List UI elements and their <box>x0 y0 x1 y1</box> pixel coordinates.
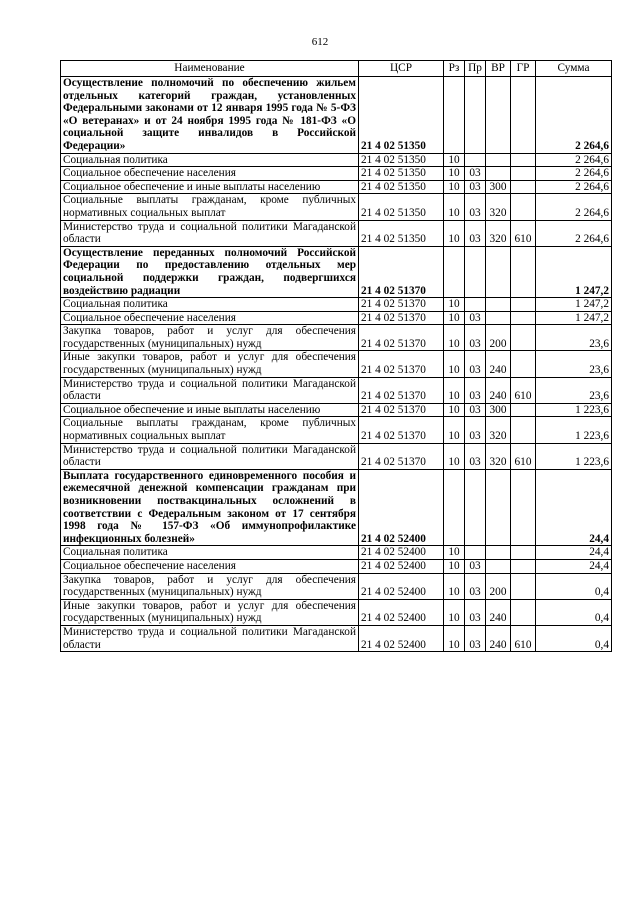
cell-rz <box>444 246 465 297</box>
cell-sum: 2 264,6 <box>536 194 612 220</box>
cell-rz: 10 <box>444 153 465 167</box>
cell-csr: 21 4 02 51370 <box>359 246 444 297</box>
cell-name: Социальные выплаты гражданам, кроме публичных нормативных социальных выплат <box>61 194 359 220</box>
page-number: 612 <box>311 36 329 48</box>
table-row <box>61 153 612 167</box>
table-row <box>61 469 612 546</box>
cell-pr: 03 <box>465 625 486 651</box>
cell-name: Социальные выплаты гражданам, кроме публичных нормативных социальных выплат <box>61 417 359 443</box>
cell-csr: 21 4 02 51370 <box>359 443 444 469</box>
cell-gr <box>511 599 536 625</box>
cell-gr <box>511 351 536 377</box>
cell-gr <box>511 153 536 167</box>
table-row <box>61 167 612 181</box>
header-sum: Сумма <box>536 61 612 77</box>
cell-rz: 10 <box>444 180 465 194</box>
table-row <box>61 625 612 651</box>
cell-pr <box>465 77 486 154</box>
cell-vr: 320 <box>486 220 511 246</box>
cell-gr: 610 <box>511 377 536 403</box>
cell-pr <box>465 153 486 167</box>
header-vr: ВР <box>486 61 511 77</box>
cell-vr: 240 <box>486 351 511 377</box>
table-row <box>61 298 612 312</box>
cell-rz: 10 <box>444 443 465 469</box>
cell-name: Социальное обеспечение населения <box>61 311 359 325</box>
cell-gr <box>511 546 536 560</box>
table-row <box>61 443 612 469</box>
cell-csr: 21 4 02 51350 <box>359 153 444 167</box>
cell-csr: 21 4 02 51350 <box>359 180 444 194</box>
cell-name: Выплата государственного единовременного пособия и ежемесячной денежной компенсации гражданам при возникновении поствакцинальных осложнений в соответствии с Федеральным законом от 17 сентября 1998 года № 157-ФЗ «Об иммунопрофилактике инфекционных болезней» <box>61 469 359 546</box>
cell-sum: 24,4 <box>536 559 612 573</box>
cell-csr: 21 4 02 51370 <box>359 351 444 377</box>
table-row <box>61 246 612 297</box>
cell-vr: 320 <box>486 194 511 220</box>
cell-gr: 610 <box>511 220 536 246</box>
cell-pr: 03 <box>465 599 486 625</box>
table-row <box>61 311 612 325</box>
cell-vr: 300 <box>486 403 511 417</box>
cell-name: Социальная политика <box>61 546 359 560</box>
cell-rz: 10 <box>444 546 465 560</box>
cell-rz <box>444 77 465 154</box>
cell-gr <box>511 403 536 417</box>
table-row <box>61 559 612 573</box>
cell-vr: 200 <box>486 325 511 351</box>
cell-name: Иные закупки товаров, работ и услуг для обеспечения государственных (муниципальных) нужд <box>61 351 359 377</box>
cell-csr: 21 4 02 52400 <box>359 546 444 560</box>
cell-vr <box>486 167 511 181</box>
cell-name: Закупка товаров, работ и услуг для обеспечения государственных (муниципальных) нужд <box>61 573 359 599</box>
cell-pr <box>465 246 486 297</box>
cell-pr: 03 <box>465 573 486 599</box>
cell-vr: 240 <box>486 599 511 625</box>
cell-csr: 21 4 02 52400 <box>359 469 444 546</box>
cell-rz: 10 <box>444 573 465 599</box>
table-row <box>61 403 612 417</box>
cell-csr: 21 4 02 52400 <box>359 559 444 573</box>
cell-csr: 21 4 02 51350 <box>359 194 444 220</box>
cell-rz: 10 <box>444 417 465 443</box>
table-row <box>61 599 612 625</box>
cell-sum: 2 264,6 <box>536 77 612 154</box>
cell-name: Социальное обеспечение населения <box>61 559 359 573</box>
cell-name: Социальное обеспечение и иные выплаты населению <box>61 403 359 417</box>
cell-name: Осуществление полномочий по обеспечению жильем отдельных категорий граждан, установленных Федеральными законами от 12 января 1995 года № 5-ФЗ «О ветеранах» и от 24 ноября 1995 года № 181-ФЗ «О социальной защите инвалидов в Российской Федерации» <box>61 77 359 154</box>
cell-sum: 1 223,6 <box>536 417 612 443</box>
cell-pr: 03 <box>465 351 486 377</box>
cell-name: Закупка товаров, работ и услуг для обеспечения государственных (муниципальных) нужд <box>61 325 359 351</box>
cell-pr <box>465 546 486 560</box>
cell-sum: 0,4 <box>536 573 612 599</box>
cell-gr <box>511 417 536 443</box>
cell-csr: 21 4 02 51370 <box>359 403 444 417</box>
cell-sum: 2 264,6 <box>536 220 612 246</box>
cell-vr <box>486 77 511 154</box>
cell-pr: 03 <box>465 180 486 194</box>
table-row <box>61 573 612 599</box>
header-gr: ГР <box>511 61 536 77</box>
cell-csr: 21 4 02 52400 <box>359 625 444 651</box>
cell-vr: 300 <box>486 180 511 194</box>
cell-pr: 03 <box>465 167 486 181</box>
cell-gr <box>511 298 536 312</box>
table-header-row <box>61 61 612 77</box>
cell-name: Социальная политика <box>61 153 359 167</box>
cell-pr: 03 <box>465 403 486 417</box>
cell-gr <box>511 180 536 194</box>
cell-csr: 21 4 02 51370 <box>359 325 444 351</box>
header-rz: Рз <box>444 61 465 77</box>
cell-sum: 1 247,2 <box>536 311 612 325</box>
header-csr: ЦСР <box>359 61 444 77</box>
table-row <box>61 194 612 220</box>
table-row <box>61 546 612 560</box>
cell-pr: 03 <box>465 311 486 325</box>
cell-pr: 03 <box>465 377 486 403</box>
cell-gr <box>511 167 536 181</box>
cell-name: Иные закупки товаров, работ и услуг для обеспечения государственных (муниципальных) нужд <box>61 599 359 625</box>
cell-csr: 21 4 02 51350 <box>359 220 444 246</box>
cell-rz: 10 <box>444 220 465 246</box>
header-name: Наименование <box>61 61 359 77</box>
cell-rz: 10 <box>444 403 465 417</box>
cell-gr: 610 <box>511 625 536 651</box>
cell-csr: 21 4 02 51350 <box>359 167 444 181</box>
cell-vr: 320 <box>486 443 511 469</box>
cell-rz: 10 <box>444 377 465 403</box>
budget-table <box>60 60 612 652</box>
cell-sum: 1 247,2 <box>536 298 612 312</box>
cell-pr: 03 <box>465 325 486 351</box>
cell-sum: 2 264,6 <box>536 153 612 167</box>
cell-gr <box>511 246 536 297</box>
cell-name: Министерство труда и социальной политики Магаданской области <box>61 443 359 469</box>
cell-name: Министерство труда и социальной политики Магаданской области <box>61 377 359 403</box>
cell-csr: 21 4 02 51350 <box>359 77 444 154</box>
cell-sum: 23,6 <box>536 351 612 377</box>
cell-gr <box>511 573 536 599</box>
cell-gr <box>511 559 536 573</box>
cell-name: Социальное обеспечение населения <box>61 167 359 181</box>
cell-sum: 1 223,6 <box>536 403 612 417</box>
cell-vr <box>486 246 511 297</box>
cell-vr <box>486 298 511 312</box>
cell-vr: 240 <box>486 377 511 403</box>
cell-csr: 21 4 02 52400 <box>359 599 444 625</box>
cell-gr <box>511 469 536 546</box>
cell-rz <box>444 469 465 546</box>
cell-rz: 10 <box>444 599 465 625</box>
cell-csr: 21 4 02 51370 <box>359 311 444 325</box>
cell-sum: 24,4 <box>536 546 612 560</box>
cell-csr: 21 4 02 52400 <box>359 573 444 599</box>
cell-vr <box>486 311 511 325</box>
table-row <box>61 180 612 194</box>
cell-pr <box>465 469 486 546</box>
cell-name: Министерство труда и социальной политики Магаданской области <box>61 625 359 651</box>
table-row <box>61 417 612 443</box>
cell-vr <box>486 153 511 167</box>
cell-csr: 21 4 02 51370 <box>359 417 444 443</box>
cell-vr <box>486 469 511 546</box>
cell-pr: 03 <box>465 559 486 573</box>
cell-name: Социальная политика <box>61 298 359 312</box>
cell-pr: 03 <box>465 417 486 443</box>
cell-sum: 23,6 <box>536 377 612 403</box>
cell-csr: 21 4 02 51370 <box>359 298 444 312</box>
cell-sum: 0,4 <box>536 599 612 625</box>
cell-sum: 24,4 <box>536 469 612 546</box>
cell-sum: 0,4 <box>536 625 612 651</box>
cell-vr: 200 <box>486 573 511 599</box>
cell-vr: 320 <box>486 417 511 443</box>
cell-name: Социальное обеспечение и иные выплаты населению <box>61 180 359 194</box>
table-row <box>61 377 612 403</box>
cell-gr: 610 <box>511 443 536 469</box>
cell-vr <box>486 559 511 573</box>
cell-name: Министерство труда и социальной политики Магаданской области <box>61 220 359 246</box>
cell-vr: 240 <box>486 625 511 651</box>
cell-gr <box>511 194 536 220</box>
table-row <box>61 325 612 351</box>
cell-rz: 10 <box>444 559 465 573</box>
table-body <box>61 77 612 652</box>
cell-pr <box>465 298 486 312</box>
table-row <box>61 220 612 246</box>
cell-rz: 10 <box>444 194 465 220</box>
cell-sum: 1 247,2 <box>536 246 612 297</box>
cell-sum: 23,6 <box>536 325 612 351</box>
cell-name: Осуществление переданных полномочий Российской Федерации по предоставлению отдельных мер социальной поддержки граждан, подвергшихся воздействию радиации <box>61 246 359 297</box>
cell-rz: 10 <box>444 351 465 377</box>
cell-pr: 03 <box>465 194 486 220</box>
table-row <box>61 351 612 377</box>
cell-rz: 10 <box>444 625 465 651</box>
cell-sum: 2 264,6 <box>536 180 612 194</box>
cell-gr <box>511 325 536 351</box>
cell-pr: 03 <box>465 220 486 246</box>
cell-rz: 10 <box>444 167 465 181</box>
table-row <box>61 77 612 154</box>
cell-sum: 2 264,6 <box>536 167 612 181</box>
cell-pr: 03 <box>465 443 486 469</box>
cell-rz: 10 <box>444 298 465 312</box>
cell-vr <box>486 546 511 560</box>
cell-rz: 10 <box>444 311 465 325</box>
cell-sum: 1 223,6 <box>536 443 612 469</box>
header-pr: Пр <box>465 61 486 77</box>
cell-gr <box>511 77 536 154</box>
cell-rz: 10 <box>444 325 465 351</box>
cell-gr <box>511 311 536 325</box>
cell-csr: 21 4 02 51370 <box>359 377 444 403</box>
